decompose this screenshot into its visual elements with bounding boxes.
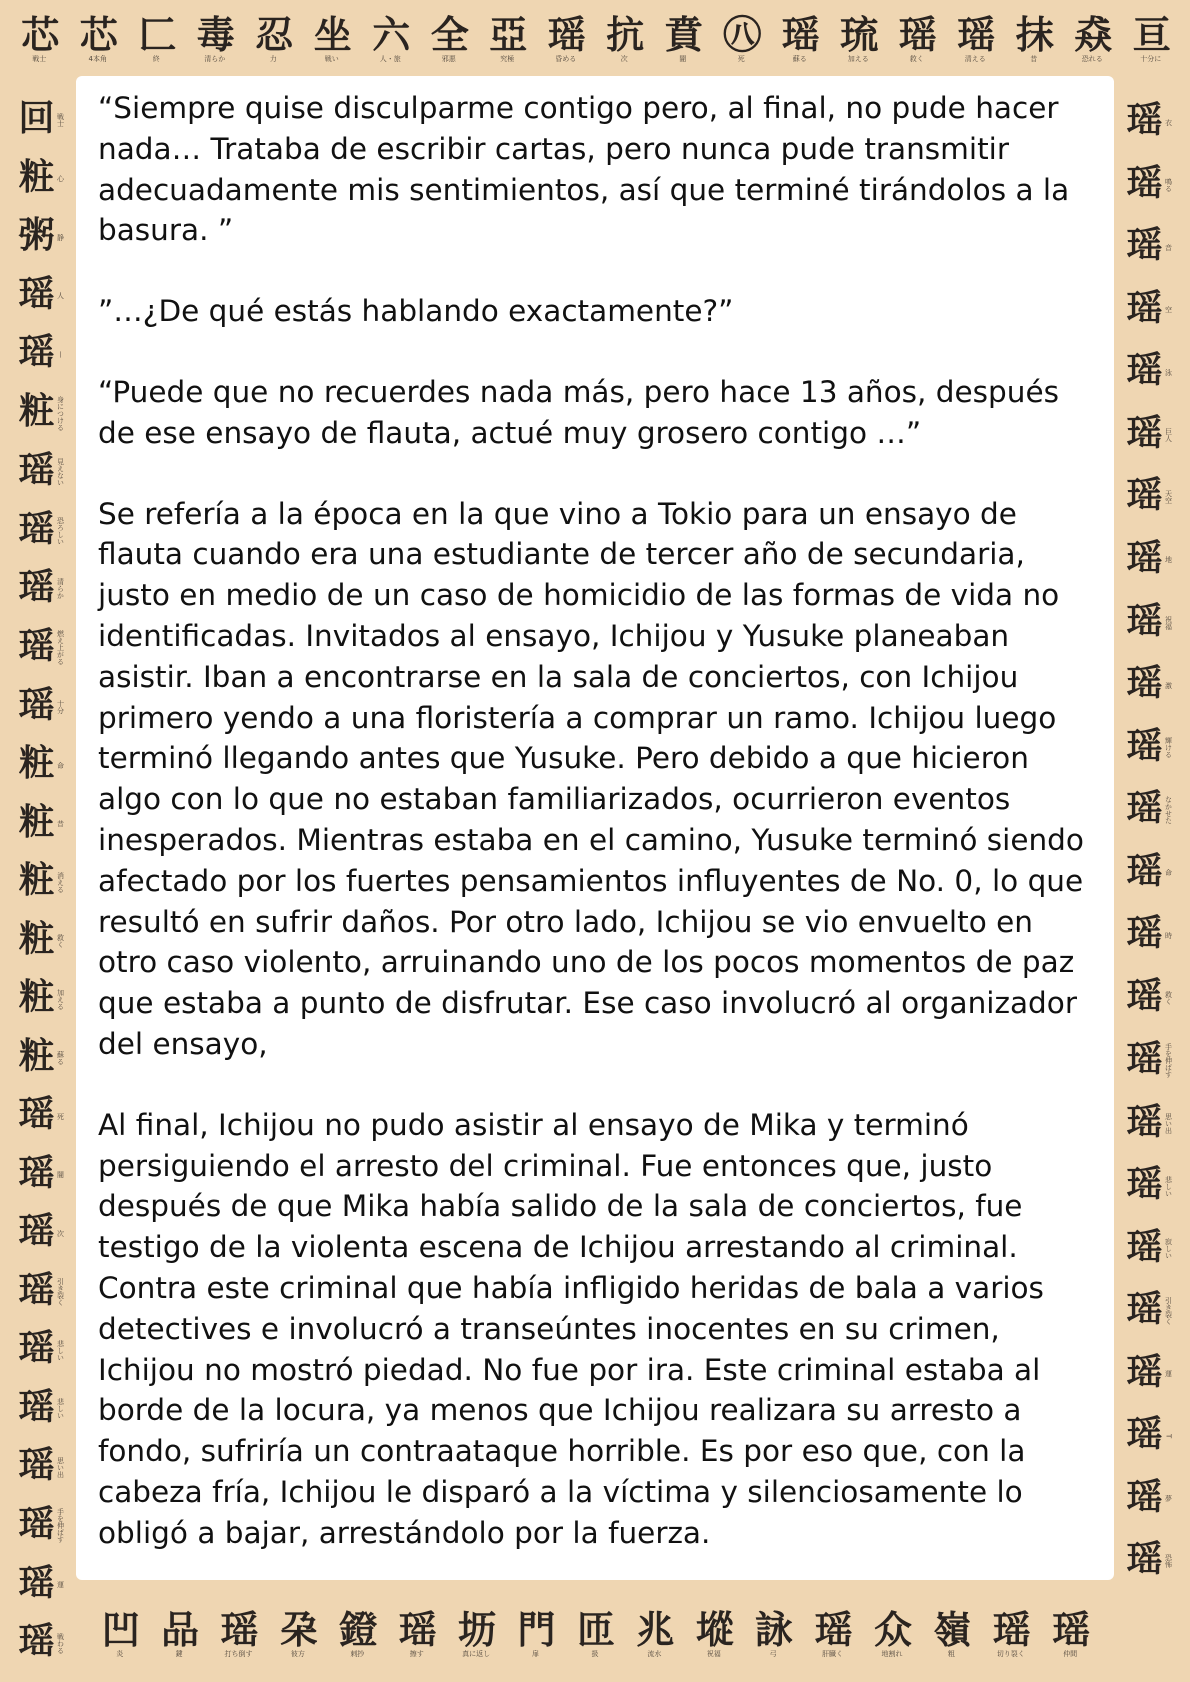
linto-glyph-icon bbox=[255, 12, 292, 63]
linto-glyph-icon bbox=[21, 12, 58, 63]
glyph-symbol: 門 bbox=[517, 1607, 554, 1652]
glyph-caption: 静 bbox=[56, 233, 65, 241]
glyph-caption: 粗 bbox=[947, 1649, 955, 1658]
linto-glyph-icon bbox=[1126, 1164, 1173, 1206]
glyph-caption: 清らか bbox=[56, 578, 65, 600]
linto-glyph-icon bbox=[18, 1562, 65, 1604]
linto-glyph-icon bbox=[18, 332, 65, 374]
glyph-symbol: 瑶 bbox=[1126, 1289, 1161, 1331]
glyph-symbol: 瑶 bbox=[18, 1562, 53, 1604]
linto-glyph-icon bbox=[664, 12, 701, 63]
linto-glyph-icon bbox=[18, 684, 65, 726]
glyph-caption: 引き裂く bbox=[56, 1277, 65, 1306]
linto-glyph-icon bbox=[1052, 1607, 1089, 1658]
glyph-symbol: 芯 bbox=[79, 12, 116, 57]
glyph-caption: 天空 bbox=[1164, 490, 1173, 505]
glyph-caption: 仲間 bbox=[1063, 1649, 1078, 1658]
glyph-symbol: 瑶 bbox=[18, 450, 53, 492]
glyph-symbol: 亞 bbox=[489, 12, 526, 57]
linto-glyph-icon bbox=[873, 1607, 910, 1658]
glyph-caption: 加える bbox=[847, 54, 869, 63]
glyph-symbol: 粥 bbox=[18, 215, 53, 257]
glyph-caption: 昔 bbox=[56, 820, 65, 828]
linto-glyph-icon bbox=[840, 12, 877, 63]
glyph-caption: 戦い bbox=[324, 54, 339, 63]
glyph-symbol: 匚 bbox=[138, 12, 175, 57]
glyph-symbol: 瑶 bbox=[1126, 100, 1161, 142]
linto-glyph-icon bbox=[18, 1445, 65, 1487]
glyph-caption: 十分に bbox=[1140, 54, 1162, 63]
glyph-caption: 炎 bbox=[116, 1649, 124, 1658]
glyph-caption: 戦士 bbox=[32, 54, 47, 63]
glyph-caption: 泳 bbox=[1164, 368, 1173, 376]
linto-glyph-icon bbox=[1126, 1289, 1173, 1331]
glyph-symbol: 瑶 bbox=[18, 1094, 53, 1136]
glyph-caption: T bbox=[1164, 1434, 1173, 1439]
glyph-caption: 究極 bbox=[500, 54, 515, 63]
glyph-caption: 闇 bbox=[679, 54, 687, 63]
glyph-caption: 衣 bbox=[1164, 118, 1173, 126]
glyph-caption: 時 bbox=[1164, 931, 1173, 939]
linto-glyph-icon bbox=[992, 1607, 1029, 1658]
glyph-symbol: 瑶 bbox=[898, 12, 935, 57]
linto-glyph-icon bbox=[517, 1607, 554, 1658]
linto-glyph-icon bbox=[1126, 100, 1173, 142]
glyph-caption: 手を伸ばす bbox=[1164, 1043, 1173, 1079]
linto-glyph-icon bbox=[1126, 225, 1173, 267]
linto-glyph-icon bbox=[814, 1607, 851, 1658]
glyph-caption: 死 bbox=[56, 1112, 65, 1120]
linto-glyph-icon bbox=[18, 918, 65, 960]
linto-glyph-icon bbox=[18, 743, 65, 785]
glyph-symbol: 粧 bbox=[18, 391, 53, 433]
linto-glyph-icon bbox=[18, 508, 65, 550]
linto-glyph-icon bbox=[1126, 1539, 1173, 1581]
glyph-caption: 清らか bbox=[204, 54, 226, 63]
glyph-caption: 次 bbox=[56, 1229, 65, 1237]
glyph-symbol: 瑶 bbox=[1126, 788, 1161, 830]
glyph-symbol: 粧 bbox=[18, 801, 53, 843]
linto-glyph-icon bbox=[1126, 1101, 1173, 1143]
linto-glyph-icon bbox=[1126, 350, 1173, 392]
linto-glyph-icon bbox=[313, 12, 350, 63]
glyph-symbol: 瑶 bbox=[1126, 1164, 1161, 1206]
glyph-symbol: 瑶 bbox=[220, 1607, 257, 1652]
linto-glyph-icon bbox=[1126, 913, 1173, 955]
linto-glyph-icon bbox=[1126, 412, 1173, 454]
glyph-caption: 燃え上がる bbox=[56, 630, 65, 666]
text-panel bbox=[76, 76, 1114, 1580]
linto-glyph-icon bbox=[1126, 1038, 1173, 1080]
linto-glyph-icon bbox=[18, 625, 65, 667]
linto-glyph-icon bbox=[1015, 12, 1052, 63]
glyph-symbol: 兆 bbox=[636, 1607, 673, 1652]
glyph-caption: 戦士 bbox=[56, 113, 65, 128]
linto-glyph-icon bbox=[458, 1607, 495, 1658]
glyph-symbol: 瑶 bbox=[992, 1607, 1029, 1652]
linto-glyph-icon bbox=[755, 1607, 792, 1658]
linto-glyph-icon bbox=[18, 450, 65, 492]
glyph-symbol: 瑶 bbox=[18, 1211, 53, 1253]
glyph-symbol: 全 bbox=[430, 12, 467, 57]
dialogue-question: ”…¿De qué estás hablando exactamente?” bbox=[98, 294, 734, 329]
linto-glyph-icon bbox=[18, 1269, 65, 1311]
glyph-symbol: 抗 bbox=[606, 12, 643, 57]
linto-glyph-icon bbox=[1126, 600, 1173, 642]
glyph-symbol: 瑶 bbox=[1126, 1476, 1161, 1518]
glyph-symbol: 瑶 bbox=[1126, 475, 1161, 517]
linto-glyph-icon bbox=[1126, 1476, 1173, 1518]
glyph-caption: 運 bbox=[56, 1581, 65, 1589]
glyph-symbol: 瑶 bbox=[1126, 1539, 1161, 1581]
linto-glyph-icon bbox=[161, 1607, 198, 1658]
glyph-caption: 擦す bbox=[409, 1649, 424, 1658]
glyph-caption: 死 bbox=[737, 54, 745, 63]
glyph-symbol: 芯 bbox=[21, 12, 58, 57]
linto-glyph-icon bbox=[101, 1607, 138, 1658]
glyph-caption: 恐ろしい bbox=[56, 516, 65, 545]
glyph-symbol: 毒 bbox=[196, 12, 233, 57]
glyph-caption: 思い出 bbox=[56, 1456, 65, 1478]
linto-glyph-icon bbox=[489, 12, 526, 63]
glyph-caption: 邪悪 bbox=[441, 54, 456, 63]
glyph-caption: 救く bbox=[1164, 990, 1173, 1005]
linto-glyph-icon bbox=[18, 215, 65, 257]
narration-backstory: Se refería a la época en la que vino a Tokio para un ensayo de flauta cuando era una estudiante de tercer año de secundaria, justo en medio de un caso de homicidio de las formas de vida no identificadas. Invitados al ensayo, Ichijou y Yusuke planeaban asistir. Iban a encontrarse en la sala de conciertos, con Ichijou primero yendo a una floristería a comprar un ramo. Ichijou luego terminó llegando antes que Yusuke. Pero debido a que hicieron algo con lo que no estaban familiarizados, ocurrieron eventos inesperados. Mientras estaba en el camino, Yusuke terminó siendo afectado por los fuertes pensamientos influyentes de No. 0, lo que resultó en sufrir daños. Por otro lado, Ichijou se vio envuelto en otro caso violento, arruinando uno de los pocos momentos de paz que estaba a punto de disfrutar. Ese caso involucró al organizador del ensayo, bbox=[98, 496, 1084, 1061]
glyph-caption: 寂しい bbox=[1164, 1238, 1173, 1260]
linto-glyph-icon bbox=[138, 12, 175, 63]
glyph-caption: 昏める bbox=[555, 54, 577, 63]
glyph-symbol: 抹 bbox=[1015, 12, 1052, 57]
glyph-symbol: ㊇ bbox=[723, 12, 760, 57]
glyph-symbol: 瑶 bbox=[1126, 1101, 1161, 1143]
linto-glyph-icon bbox=[18, 1152, 65, 1194]
glyph-symbol: 瑶 bbox=[1126, 600, 1161, 642]
glyph-symbol: 瑶 bbox=[18, 1386, 53, 1428]
linto-glyph-icon bbox=[18, 1035, 65, 1077]
linto-glyph-icon bbox=[339, 1607, 376, 1658]
glyph-symbol: 瑶 bbox=[1052, 1607, 1089, 1652]
glyph-symbol: 瑶 bbox=[1126, 1038, 1161, 1080]
glyph-caption: 弓 bbox=[769, 1649, 777, 1658]
glyph-caption: 救く bbox=[56, 933, 65, 948]
linto-glyph-icon bbox=[79, 12, 116, 63]
narration-arrest: Al final, Ichijou no pudo asistir al ensayo de Mika y terminó persiguiendo el arresto del criminal. Fue entonces que, justo después de que Mika había salido de la sala de conciertos, fue testigo de la violenta escena de Ichijou arrestando al criminal. Contra este criminal que había infligido heridas de bala a varios detectives e involucró a transeúntes inocentes en su crimen, Ichijou no mostró piedad. No fue por ira. Este criminal estaba al borde de la locura, ya menos que Ichijou realizara su arresto a fondo, sufriría un contraataque horrible. Es por eso que, con la cabeza fría, Ichijou le disparó a la víctima y silenciosamente lo obligó a bajar, arrestándolo por la fuerza. bbox=[98, 1107, 1044, 1550]
glyph-symbol: 瑶 bbox=[1126, 537, 1161, 579]
glyph-symbol: 粧 bbox=[18, 1035, 53, 1077]
glyph-symbol: 瑶 bbox=[18, 1445, 53, 1487]
glyph-symbol: 凹 bbox=[101, 1607, 138, 1652]
linto-glyph-icon bbox=[1126, 475, 1173, 517]
linto-glyph-icon bbox=[1126, 725, 1173, 767]
glyph-symbol: 瑶 bbox=[18, 1328, 53, 1370]
glyph-caption: 力 bbox=[269, 54, 277, 63]
dialogue-apology: “Siempre quise disculparme contigo pero, al final, no pude hacer nada… Trataba de escribir cartas, pero nunca pude transmitir adecuadamente mis sentimientos, así que terminé tirándolos a la basura. ” bbox=[98, 91, 1070, 248]
glyph-caption: 戦わる bbox=[56, 1632, 65, 1654]
glyph-symbol: 瑶 bbox=[547, 12, 584, 57]
glyph-caption: 刺抄 bbox=[350, 1649, 365, 1658]
glyph-caption: なかせた bbox=[1164, 796, 1173, 825]
linto-glyph-icon bbox=[430, 12, 467, 63]
linto-glyph-icon bbox=[781, 12, 818, 63]
linto-glyph-icon bbox=[18, 273, 65, 315]
linto-glyph-icon bbox=[1126, 663, 1173, 705]
glyph-caption: 人 bbox=[56, 292, 65, 300]
glyph-symbol: 粧 bbox=[18, 977, 53, 1019]
glyph-caption: 地割れ bbox=[881, 1649, 903, 1658]
glyph-symbol: 亘 bbox=[1132, 12, 1169, 57]
glyph-caption: 十分 bbox=[56, 699, 65, 714]
linto-glyph-icon bbox=[636, 1607, 673, 1658]
glyph-caption: 身につける bbox=[56, 395, 65, 431]
glyph-caption: 輝ける bbox=[1164, 737, 1173, 759]
glyph-caption: 清える bbox=[964, 54, 986, 63]
decorative-border-right bbox=[1112, 90, 1186, 1592]
glyph-caption: 救く bbox=[909, 54, 924, 63]
glyph-symbol: 粧 bbox=[18, 918, 53, 960]
linto-glyph-icon bbox=[1126, 162, 1173, 204]
glyph-caption: 4本角 bbox=[88, 54, 107, 63]
glyph-symbol: 粧 bbox=[18, 860, 53, 902]
glyph-caption: 見えない bbox=[56, 458, 65, 487]
glyph-caption: 次 bbox=[620, 54, 628, 63]
decorative-border-top bbox=[10, 6, 1180, 72]
glyph-caption: 真に返し bbox=[462, 1649, 491, 1658]
glyph-caption: 悲しい bbox=[56, 1339, 65, 1361]
glyph-caption: 鳴る bbox=[1164, 177, 1173, 192]
glyph-caption: 闇 bbox=[56, 1171, 65, 1179]
linto-glyph-icon bbox=[18, 566, 65, 608]
glyph-symbol: 坐 bbox=[313, 12, 350, 57]
glyph-symbol: 瑶 bbox=[18, 566, 53, 608]
glyph-symbol: 瑶 bbox=[957, 12, 994, 57]
glyph-symbol: 猋 bbox=[1074, 12, 1111, 57]
linto-glyph-icon bbox=[1074, 12, 1111, 63]
linto-glyph-icon bbox=[18, 391, 65, 433]
glyph-symbol: 瑶 bbox=[1126, 725, 1161, 767]
linto-glyph-icon bbox=[18, 860, 65, 902]
glyph-symbol: 瑶 bbox=[18, 1269, 53, 1311]
linto-glyph-icon bbox=[547, 12, 584, 63]
glyph-caption: 巨人 bbox=[1164, 427, 1173, 442]
glyph-caption: 消える bbox=[56, 871, 65, 893]
dialogue-recollection: “Puede que no recuerdes nada más, pero hace 13 años, después de ese ensayo de flauta, actué muy grosero contigo …” bbox=[98, 374, 1059, 450]
glyph-symbol: 朶 bbox=[279, 1607, 316, 1652]
glyph-caption: 運 bbox=[1164, 1370, 1173, 1378]
glyph-symbol: 詠 bbox=[755, 1607, 792, 1652]
linto-glyph-icon bbox=[372, 12, 409, 63]
glyph-symbol: 瑶 bbox=[1126, 350, 1161, 392]
glyph-caption: 地 bbox=[1164, 556, 1173, 564]
linto-glyph-icon bbox=[18, 1503, 65, 1545]
glyph-symbol: 忍 bbox=[255, 12, 292, 57]
glyph-caption: 思い出 bbox=[1164, 1113, 1173, 1135]
linto-glyph-icon bbox=[1126, 788, 1173, 830]
linto-glyph-icon bbox=[18, 1094, 65, 1136]
decorative-border-bottom bbox=[90, 1594, 1100, 1674]
glyph-symbol: 瑶 bbox=[1126, 975, 1161, 1017]
glyph-symbol: 瑶 bbox=[18, 625, 53, 667]
glyph-caption: 命 bbox=[56, 761, 65, 769]
glyph-symbol: 匝 bbox=[576, 1607, 613, 1652]
glyph-caption: 空 bbox=[1164, 306, 1173, 314]
glyph-symbol: 瑶 bbox=[1126, 850, 1161, 892]
glyph-caption: 心 bbox=[56, 175, 65, 183]
linto-glyph-icon bbox=[279, 1607, 316, 1658]
linto-glyph-icon bbox=[220, 1607, 257, 1658]
linto-glyph-icon bbox=[18, 1386, 65, 1428]
glyph-caption: 悲しい bbox=[1164, 1175, 1173, 1197]
glyph-caption: 打ち倒す bbox=[224, 1649, 253, 1658]
glyph-symbol: 众 bbox=[873, 1607, 910, 1652]
linto-glyph-icon bbox=[1132, 12, 1169, 63]
linto-glyph-icon bbox=[18, 98, 65, 140]
glyph-caption: 音 bbox=[1164, 243, 1173, 251]
glyph-caption: 加える bbox=[56, 988, 65, 1010]
glyph-symbol: 粧 bbox=[18, 156, 53, 198]
linto-glyph-icon bbox=[695, 1607, 732, 1658]
glyph-caption: 蘇る bbox=[792, 54, 807, 63]
glyph-symbol: 坜 bbox=[458, 1607, 495, 1652]
linto-glyph-icon bbox=[957, 12, 994, 63]
glyph-caption: 鍵 bbox=[175, 1649, 183, 1658]
glyph-symbol: 瑶 bbox=[18, 1503, 53, 1545]
glyph-symbol: 㙡 bbox=[695, 1607, 732, 1652]
glyph-caption: 人・旅 bbox=[379, 54, 401, 63]
linto-glyph-icon bbox=[196, 12, 233, 63]
glyph-caption: 彼方 bbox=[290, 1649, 305, 1658]
linto-glyph-icon bbox=[898, 12, 935, 63]
linto-glyph-icon bbox=[18, 1328, 65, 1370]
glyph-symbol: 六 bbox=[372, 12, 409, 57]
glyph-symbol: 瑶 bbox=[814, 1607, 851, 1652]
glyph-symbol: 瑶 bbox=[1126, 1351, 1161, 1393]
glyph-caption: 祝福 bbox=[706, 1649, 721, 1658]
glyph-symbol: 琉 bbox=[840, 12, 877, 57]
glyph-symbol: 鐙 bbox=[339, 1607, 376, 1652]
glyph-caption: 引き裂く bbox=[1164, 1297, 1173, 1326]
linto-glyph-icon bbox=[933, 1607, 970, 1658]
glyph-symbol: 賁 bbox=[664, 12, 701, 57]
glyph-caption: 恐れる bbox=[1081, 54, 1103, 63]
glyph-caption: 蘇る bbox=[56, 1050, 65, 1065]
glyph-caption: 夢 bbox=[1164, 1495, 1173, 1503]
glyph-caption: 切り裂く bbox=[996, 1649, 1025, 1658]
linto-glyph-icon bbox=[398, 1607, 435, 1658]
glyph-symbol: 瑶 bbox=[781, 12, 818, 57]
linto-glyph-icon bbox=[1126, 1226, 1173, 1268]
linto-glyph-icon bbox=[576, 1607, 613, 1658]
glyph-caption: 肝臓く bbox=[822, 1649, 844, 1658]
glyph-caption: — bbox=[56, 350, 65, 358]
linto-glyph-icon bbox=[18, 1211, 65, 1253]
glyph-symbol: 瑶 bbox=[1126, 225, 1161, 267]
linto-glyph-icon bbox=[1126, 975, 1173, 1017]
glyph-symbol: 瑶 bbox=[398, 1607, 435, 1652]
glyph-caption: 昔 bbox=[1030, 54, 1038, 63]
linto-glyph-icon bbox=[1126, 1414, 1173, 1456]
glyph-caption: 手を伸ばす bbox=[56, 1508, 65, 1544]
glyph-symbol: 瑶 bbox=[1126, 412, 1161, 454]
glyph-caption: 扱 bbox=[591, 1649, 599, 1658]
linto-glyph-icon bbox=[18, 977, 65, 1019]
glyph-symbol: 品 bbox=[161, 1607, 198, 1652]
glyph-symbol: 瑶 bbox=[1126, 162, 1161, 204]
linto-glyph-icon bbox=[18, 801, 65, 843]
glyph-symbol: 瑶 bbox=[1126, 287, 1161, 329]
glyph-symbol: 瑶 bbox=[18, 508, 53, 550]
linto-glyph-icon bbox=[1126, 287, 1173, 329]
linto-glyph-icon bbox=[1126, 537, 1173, 579]
glyph-symbol: 粧 bbox=[18, 743, 53, 785]
glyph-symbol: 瑶 bbox=[18, 332, 53, 374]
decorative-border-left bbox=[4, 90, 78, 1672]
glyph-symbol: 瑶 bbox=[1126, 663, 1161, 705]
glyph-caption: 恐怖 bbox=[1164, 1554, 1173, 1569]
glyph-symbol: 瑶 bbox=[18, 684, 53, 726]
linto-glyph-icon bbox=[18, 1621, 65, 1663]
linto-glyph-icon bbox=[723, 12, 760, 63]
glyph-caption: 扉 bbox=[532, 1649, 540, 1658]
glyph-caption: 悲しい bbox=[56, 1398, 65, 1420]
glyph-symbol: 瑶 bbox=[1126, 1226, 1161, 1268]
glyph-caption: 祝福 bbox=[1164, 615, 1173, 630]
glyph-caption: 終 bbox=[152, 54, 160, 63]
linto-glyph-icon bbox=[1126, 850, 1173, 892]
glyph-symbol: 瑶 bbox=[18, 273, 53, 315]
glyph-symbol: 回 bbox=[18, 98, 53, 140]
linto-glyph-icon bbox=[606, 12, 643, 63]
linto-glyph-icon bbox=[1126, 1351, 1173, 1393]
glyph-symbol: 嶺 bbox=[933, 1607, 970, 1652]
glyph-symbol: 瑶 bbox=[18, 1621, 53, 1663]
glyph-symbol: 瑶 bbox=[1126, 913, 1161, 955]
linto-glyph-icon bbox=[18, 156, 65, 198]
glyph-caption: 流水 bbox=[647, 1649, 662, 1658]
glyph-caption: 命 bbox=[1164, 869, 1173, 877]
glyph-symbol: 瑶 bbox=[1126, 1414, 1161, 1456]
glyph-symbol: 瑶 bbox=[18, 1152, 53, 1194]
glyph-caption: 激 bbox=[1164, 681, 1173, 689]
